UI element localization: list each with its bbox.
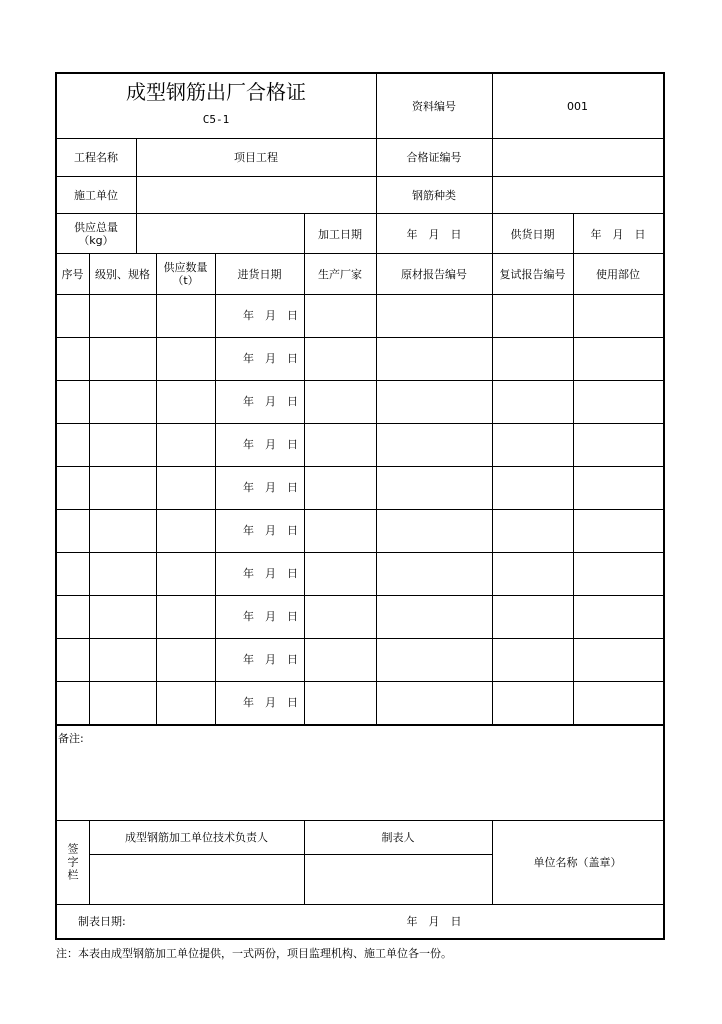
row-arrival-date: 年 月 日: [243, 567, 298, 580]
form-title: 成型钢筋出厂合格证: [126, 80, 306, 104]
row-divider: [56, 380, 664, 381]
row-arrival-date: 年 月 日: [243, 309, 298, 322]
construction-unit-label: 施工单位: [74, 189, 118, 202]
row-divider: [56, 423, 664, 424]
row-divider: [56, 509, 664, 510]
col-divider: [304, 213, 305, 254]
project-name-value: 项目工程: [234, 151, 278, 164]
row-divider: [56, 176, 664, 177]
row-divider: [56, 466, 664, 467]
row-arrival-date: 年 月 日: [243, 481, 298, 494]
border-bottom: [55, 938, 665, 940]
col-divider: [376, 254, 377, 725]
prepared-date-value: 年 月 日: [406, 915, 462, 928]
col-header-grade-spec: 级别、规格: [95, 267, 150, 281]
row-arrival-date: 年 月 日: [243, 352, 298, 365]
col-header-seq: 序号: [61, 267, 84, 281]
col-divider: [492, 254, 493, 725]
row-divider: [56, 638, 664, 639]
project-name-label: 工程名称: [74, 151, 118, 164]
col-divider: [89, 254, 90, 725]
process-date-value: 年 月 日: [406, 227, 462, 241]
signature-column-label: 签字栏: [66, 843, 79, 882]
row-arrival-date: 年 月 日: [243, 395, 298, 408]
col-header-arrival-date: 进货日期: [237, 267, 282, 281]
unit-seal-label: 单位名称（盖章）: [533, 856, 622, 869]
col-divider: [136, 213, 137, 254]
rebar-type-label: 钢筋种类: [412, 189, 456, 202]
row-divider: [56, 552, 664, 553]
doc-no-label: 资料编号: [412, 99, 456, 113]
row-arrival-date: 年 月 日: [243, 524, 298, 537]
supply-total-label: 供应总量 （kg）: [74, 221, 118, 247]
col-header-supply-qty: 供应数量 （t）: [163, 261, 208, 287]
supply-date-label: 供货日期: [510, 227, 555, 241]
row-divider: [56, 595, 664, 596]
row-arrival-date: 年 月 日: [243, 653, 298, 666]
cert-no-label: 合格证编号: [406, 151, 462, 164]
form-code: C5-1: [202, 112, 230, 126]
process-date-label: 加工日期: [318, 227, 362, 241]
doc-no-value: 001: [567, 99, 588, 113]
row-divider: [56, 725, 664, 726]
preparer-label: 制表人: [381, 831, 415, 844]
col-divider: [304, 254, 305, 725]
row-arrival-date: 年 月 日: [243, 696, 298, 709]
col-header-manufacturer: 生产厂家: [318, 267, 362, 281]
col-divider: [156, 254, 157, 725]
footer-note: 注：本表由成型钢筋加工单位提供，一式两份，项目监理机构、施工单位各一份。: [56, 946, 452, 960]
row-arrival-date: 年 月 日: [243, 438, 298, 451]
col-header-retest-report-no: 复试报告编号: [499, 267, 566, 281]
prepared-date-label: 制表日期:: [78, 915, 126, 928]
border-right: [663, 72, 665, 940]
col-divider: [573, 254, 574, 725]
row-divider: [89, 854, 492, 855]
col-header-raw-report-no: 原材报告编号: [401, 267, 467, 281]
row-divider: [56, 337, 664, 338]
remarks-label: 备注:: [58, 731, 84, 745]
tech-lead-label: 成型钢筋加工单位技术负责人: [125, 831, 268, 844]
col-divider: [573, 213, 574, 254]
supply-date-value: 年 月 日: [590, 227, 646, 241]
row-arrival-date: 年 月 日: [243, 610, 298, 623]
row-divider: [56, 681, 664, 682]
col-header-usage-part: 使用部位: [596, 267, 640, 281]
